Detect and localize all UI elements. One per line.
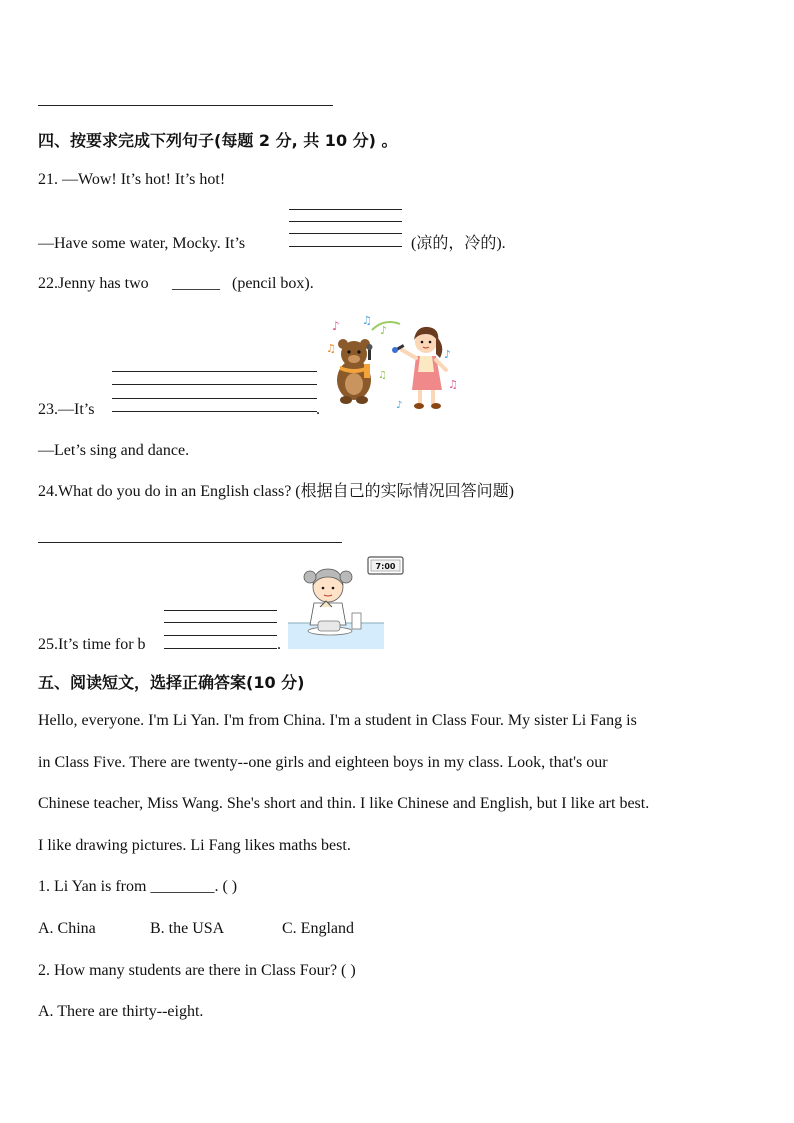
reading-q2-stem: 2. How many students are there in Class Four? ( ): [38, 962, 356, 979]
q24-answer-line[interactable]: [38, 542, 342, 543]
q21-writing-line-2: [289, 221, 402, 222]
q22-prefix: 22.Jenny has two: [38, 275, 149, 292]
svg-text:♪: ♪: [380, 324, 388, 337]
q23-line1-suffix: .: [316, 401, 320, 418]
reading-q1-option-a[interactable]: A. China: [38, 920, 96, 937]
q23-writing-line-2: [112, 384, 317, 385]
q22-blank[interactable]: ______: [172, 275, 220, 292]
q21-line1: 21. —Wow! It’s hot! It’s hot!: [38, 171, 226, 188]
q23-writing-line-1: [112, 371, 317, 372]
q23-line2: —Let’s sing and dance.: [38, 442, 190, 459]
q21-line2-prefix: —Have some water, Mocky. It’s: [38, 235, 246, 252]
svg-text:♪: ♪: [332, 319, 340, 333]
svg-text:♫: ♫: [448, 378, 458, 391]
q25-prefix: 25.It’s time for b: [38, 636, 146, 653]
svg-text:♪: ♪: [396, 400, 403, 411]
reading-q1-stem: 1. Li Yan is from ________. ( ): [38, 878, 238, 895]
svg-text:♪: ♪: [444, 348, 452, 361]
q23-answer-line[interactable]: [112, 411, 317, 412]
reading-q1-option-b[interactable]: B. the USA: [150, 920, 225, 937]
clock-time: 7:00: [375, 562, 396, 571]
q25-answer-line[interactable]: [164, 648, 277, 649]
svg-text:♫: ♫: [326, 342, 336, 355]
q24-text: 24.What do you do in an English class? (根据自己的实际情况回答问题): [38, 483, 514, 500]
q21-answer-line[interactable]: [289, 246, 402, 247]
passage-line-4: I like drawing pictures. Li Fang likes maths best.: [38, 837, 351, 854]
reading-q1-option-c[interactable]: C. England: [282, 920, 354, 937]
q21-writing-line-1: [289, 209, 402, 210]
passage-line-3: Chinese teacher, Miss Wang. She's short and thin. I like Chinese and English, but I like art best.: [38, 795, 650, 812]
singing-illustration: [324, 312, 458, 416]
q25-writing-line-2: [164, 622, 277, 623]
section-4-title: 四、按要求完成下列句子(每题 2 分, 共 10 分) 。: [38, 131, 398, 150]
passage-line-2: in Class Five. There are twenty--one girls and eighteen boys in my class. Look, that's our: [38, 754, 608, 771]
passage-line-1: Hello, everyone. I'm Li Yan. I'm from China. I'm a student in Class Four. My sister Li Fang is: [38, 712, 637, 729]
q25-writing-line-1: [164, 610, 277, 611]
q21-writing-line-3: [289, 233, 402, 234]
svg-text:♫: ♫: [362, 314, 372, 327]
q21-hint: (凉的，冷的).: [411, 235, 506, 252]
q23-writing-line-3: [112, 398, 317, 399]
breakfast-illustration: [288, 555, 406, 650]
q25-suffix: .: [277, 636, 281, 653]
svg-text:♫: ♫: [378, 370, 387, 381]
reading-q2-option-a[interactable]: A. There are thirty--eight.: [38, 1003, 204, 1020]
section-5-title: 五、阅读短文，选择正确答案(10 分): [38, 673, 305, 692]
q25-writing-line-3: [164, 635, 277, 636]
q22-suffix: (pencil box).: [232, 275, 314, 292]
q23-line1-prefix: 23.—It’s: [38, 401, 95, 418]
answer-line-top[interactable]: [38, 105, 333, 106]
